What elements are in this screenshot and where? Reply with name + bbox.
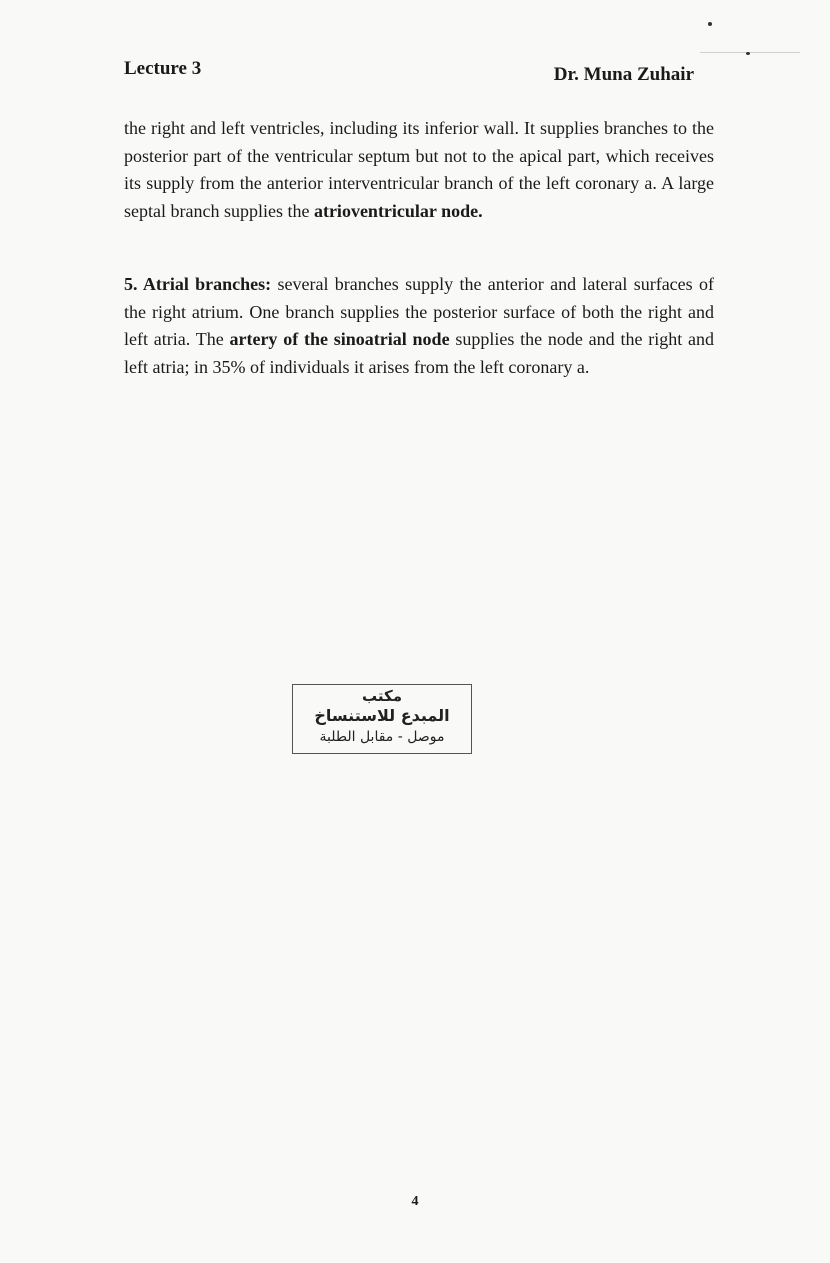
text-segment: several branches supply the anterior and lateral surfaces of the right atrium. One branch supplies the posterior surface of both the right and left atria. The xyxy=(124,274,714,349)
text-segment: the right and left ventricles, including its inferior wall. It supplies branches to the posterior part of the ventricular septum but not to the apical part, which receives its supply from the anterior interventricular branch of the left coronary a. A large septal branch supplies the xyxy=(124,118,714,221)
text-segment-bold: atrioventricular node. xyxy=(313,200,483,221)
stamp-line: المبدع للاستنساخ xyxy=(314,706,450,725)
copy-shop-stamp xyxy=(292,684,472,754)
stamp-line: مكتب xyxy=(361,687,402,705)
scan-speck xyxy=(708,22,712,26)
header-rule xyxy=(700,52,800,53)
stamp-line: موصل - مقابل الطلبة xyxy=(319,729,445,745)
scan-speck xyxy=(746,52,750,55)
paragraph-ventricular-supply xyxy=(124,115,714,225)
author-name: Dr. Muna Zuhair xyxy=(553,64,694,85)
paragraph-atrial-branches xyxy=(124,271,714,381)
page-header xyxy=(124,58,694,88)
text-segment-bold: artery of the sinoatrial node xyxy=(229,329,450,349)
lecture-label: Lecture 3 xyxy=(124,58,202,79)
text-segment: supplies the node and the right and left atria; in 35% of individuals it arises from the left coronary a. xyxy=(124,329,714,377)
page-number: 4 xyxy=(411,1194,419,1209)
section-heading: 5. Atrial branches: xyxy=(124,274,272,294)
